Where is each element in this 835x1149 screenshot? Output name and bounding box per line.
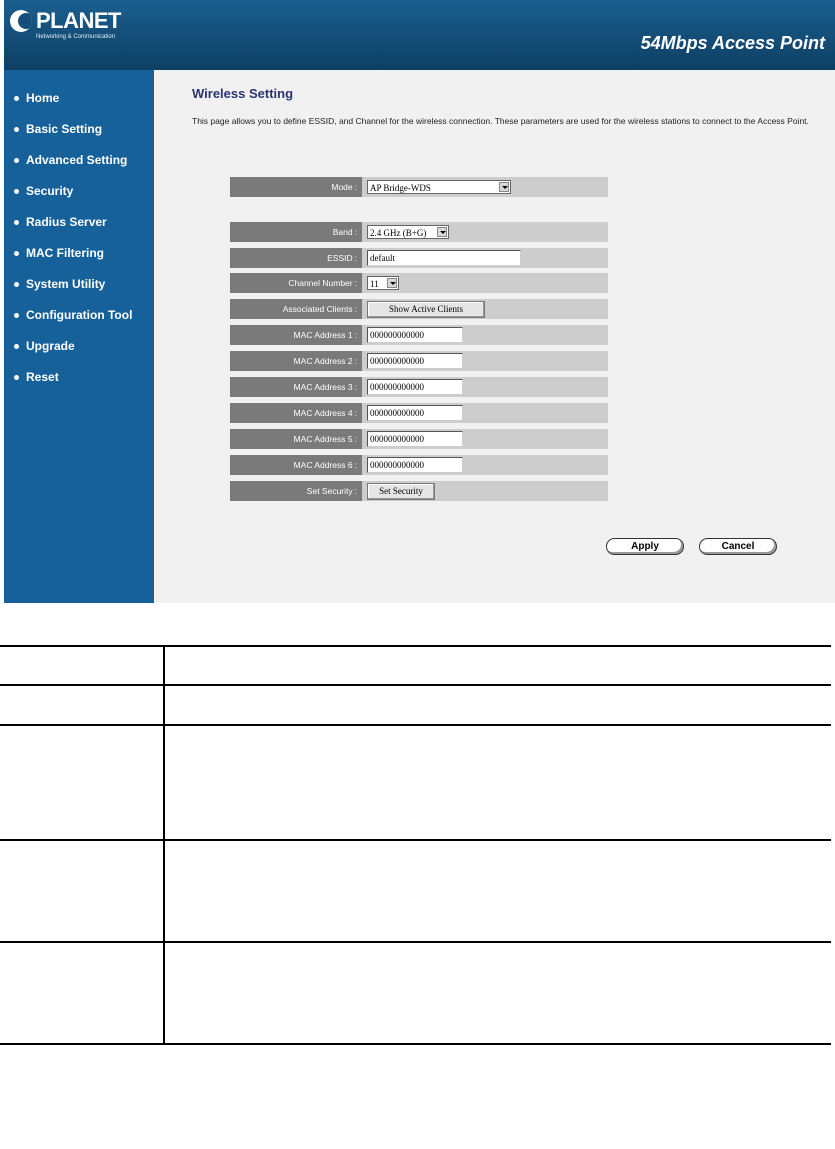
logo-tagline: Networking & Communication [36, 34, 116, 40]
sidebar-item-system-utility[interactable] [14, 274, 105, 294]
mac-address-row [230, 403, 608, 423]
mac-address-row [230, 351, 608, 371]
mac-address-6-input[interactable]: 000000000000 [367, 457, 463, 473]
mac-address-row [230, 455, 608, 475]
show-active-clients-button[interactable]: Show Active Clients [367, 301, 485, 318]
channel-select-value: 11 [370, 279, 379, 289]
mac-address-row [230, 429, 608, 449]
channel-label: Channel Number : [230, 273, 362, 293]
bullet-icon [14, 220, 19, 225]
apply-button[interactable]: Apply [606, 538, 684, 555]
mode-row [230, 177, 608, 197]
sidebar-item-label: Advanced Setting [26, 153, 128, 167]
channel-row [230, 273, 608, 293]
channel-select[interactable] [367, 276, 399, 290]
sidebar-item-configuration-tool[interactable] [14, 305, 132, 325]
sidebar-item-reset[interactable] [14, 367, 59, 387]
mac-address-4-input[interactable]: 000000000000 [367, 405, 463, 421]
set-security-row [230, 481, 608, 501]
sidebar-item-home[interactable] [14, 88, 59, 108]
mac-address-1-input[interactable]: 000000000000 [367, 327, 463, 343]
planet-logo-icon [10, 10, 32, 32]
sidebar-item-label: MAC Filtering [26, 246, 104, 260]
product-name: 54Mbps Access Point [640, 33, 825, 53]
chevron-down-icon[interactable] [387, 278, 397, 288]
sidebar-item-label: System Utility [26, 277, 106, 291]
sidebar-item-label: Radius Server [26, 215, 107, 229]
sidebar-item-label: Security [26, 184, 74, 198]
mac-address-label: MAC Address 4 : [230, 403, 362, 423]
table-column-divider [163, 645, 165, 1045]
sidebar-item-mac-filtering[interactable] [14, 243, 104, 263]
table-rule [0, 839, 831, 841]
main-content [154, 70, 835, 603]
bullet-icon [14, 127, 19, 132]
table-rule [0, 941, 831, 943]
sidebar-item-security[interactable] [14, 181, 73, 201]
bullet-icon [14, 344, 19, 349]
essid-row [230, 248, 608, 268]
table-rule [0, 724, 831, 726]
bullet-icon [14, 313, 19, 318]
mac-address-row [230, 325, 608, 345]
table-rule [0, 645, 831, 647]
table-rule [0, 1043, 831, 1045]
bullet-icon [14, 375, 19, 380]
mac-address-label: MAC Address 6 : [230, 455, 362, 475]
logo-text: PLANET [36, 8, 121, 33]
page-header [4, 0, 835, 70]
essid-input[interactable]: default [367, 250, 521, 266]
sidebar [4, 70, 154, 603]
set-security-button[interactable]: Set Security [367, 483, 435, 500]
mac-address-label: MAC Address 2 : [230, 351, 362, 371]
bullet-icon [14, 158, 19, 163]
band-row [230, 222, 608, 242]
associated-clients-label: Associated Clients : [230, 299, 362, 319]
sidebar-item-label: Home [26, 91, 60, 105]
page-title: Wireless Setting [192, 86, 294, 101]
band-select[interactable] [367, 225, 449, 239]
mac-address-label: MAC Address 3 : [230, 377, 362, 397]
associated-clients-row [230, 299, 608, 319]
chevron-down-icon[interactable] [437, 227, 447, 237]
mac-address-2-input[interactable]: 000000000000 [367, 353, 463, 369]
mac-address-3-input[interactable]: 000000000000 [367, 379, 463, 395]
mac-address-row [230, 377, 608, 397]
sidebar-item-label: Configuration Tool [26, 308, 133, 322]
bullet-icon [14, 189, 19, 194]
sidebar-item-upgrade[interactable] [14, 336, 75, 356]
sidebar-item-label: Basic Setting [26, 122, 103, 136]
set-security-label: Set Security : [230, 481, 362, 501]
mac-address-label: MAC Address 5 : [230, 429, 362, 449]
sidebar-item-advanced-setting[interactable] [14, 150, 127, 170]
sidebar-item-basic-setting[interactable] [14, 119, 102, 139]
table-rule [0, 684, 831, 686]
sidebar-item-radius-server[interactable] [14, 212, 107, 232]
mac-address-label: MAC Address 1 : [230, 325, 362, 345]
mac-address-5-input[interactable]: 000000000000 [367, 431, 463, 447]
band-select-value: 2.4 GHz (B+G) [370, 228, 427, 238]
mode-select-value: AP Bridge-WDS [370, 183, 431, 193]
page-description: This page allows you to define ESSID, and Channel for the wireless connection. These parameters are used for the wireless stations to connect to the Access Point. [192, 116, 809, 126]
sidebar-item-label: Upgrade [26, 339, 75, 353]
sidebar-item-label: Reset [26, 370, 59, 384]
chevron-down-icon[interactable] [499, 182, 509, 192]
cancel-button[interactable]: Cancel [699, 538, 777, 555]
band-label: Band : [230, 222, 362, 242]
bullet-icon [14, 96, 19, 101]
bullet-icon [14, 282, 19, 287]
bullet-icon [14, 251, 19, 256]
mode-label: Mode : [230, 177, 362, 197]
essid-label: ESSID : [230, 248, 362, 268]
mode-select[interactable] [367, 180, 511, 194]
